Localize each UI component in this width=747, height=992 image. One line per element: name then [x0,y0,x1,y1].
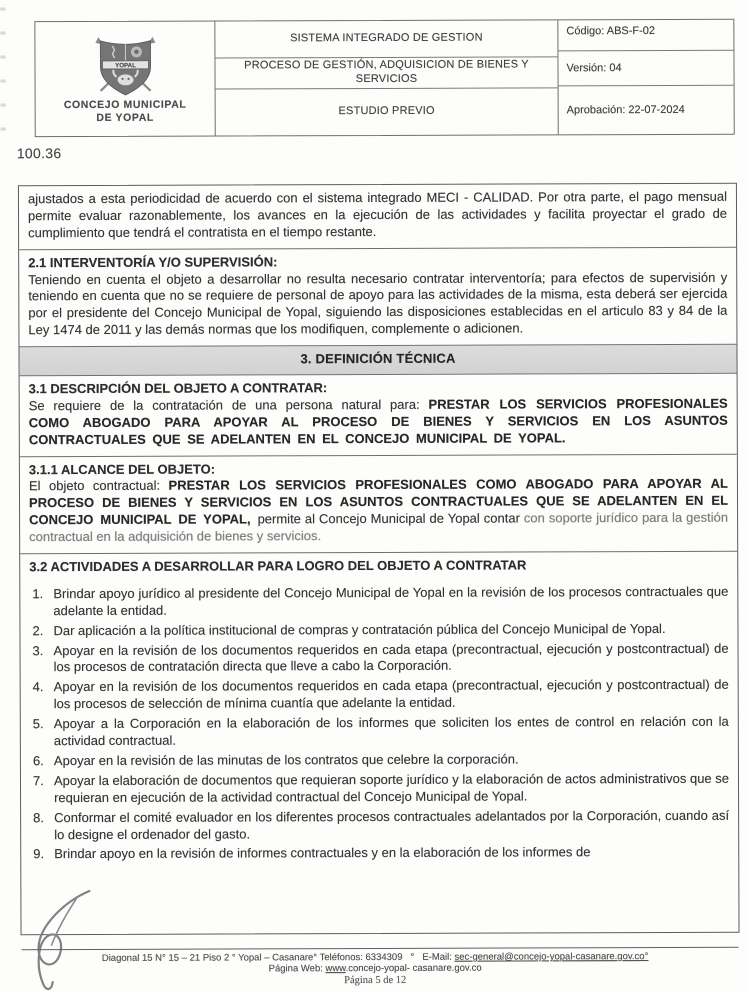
section-3-1-1-lead: El objeto contractual: [28,478,169,494]
org-name-line1: CONCEJO MUNICIPAL [63,98,187,111]
svg-text:YOPAL: YOPAL [114,62,136,70]
activity-item [27,677,729,713]
footer-email-label: E-Mail: [422,951,452,963]
activity-text: Apoyar en la revisión de los documentos requeridos en cada etapa (precontractual, ejecución y postcontractual) de los procesos de selección de mínima cuantía que adelante la entidad. [53,677,729,712]
footer-web-label: Página Web: [268,963,323,975]
org-name-line2: DE YOPAL [96,111,154,124]
section-2-1 [19,246,736,346]
activity-text: Apoyar en la revisión de los documentos requeridos en cada etapa (precontractual, ejecución y postcontractual) de los procesos de contratación directa que lleve a cabo la Corporación. [53,640,729,675]
section-3-1-lead: Se requiere de la contratación de una persona natural para: [28,396,429,414]
municipal-crest-icon [86,35,164,97]
activity-number: 1. [32,586,44,602]
header-code: Código: ABS-F-02 [558,20,733,52]
footer-sep: ° [410,951,415,963]
scan-edge-artifacts [0,7,5,147]
activity-text: Dar aplicación a la política institucional de compras y contratación pública del Concejo Municipal de Yopal. [53,620,666,638]
activity-item [27,714,729,750]
footer-web-link[interactable]: www [325,963,346,975]
logo-cell [35,22,215,137]
activity-text: Apoyar a la Corporación en la elaboración de los informes que soliciten los entes de control en relación con la actividad contractual. [53,713,729,749]
activity-text: Conformar el comité evaluador en los diferentes procesos contractuales adelantados por la Corporación, cuando así lo designe el ordenador del gasto. [54,807,730,842]
section-2-1-heading: 2.1 INTERVENTORÍA Y/O SUPERVISIÓN: [28,254,278,270]
header-meta-column [557,20,733,135]
org-name [64,99,187,126]
activity-number: 4. [32,679,44,695]
header-doc-title: ESTUDIO PREVIO [338,104,435,118]
footer-web-rest: .concejo-yopal- casanare.gov.co [345,962,482,975]
footer-address: Diagonal 15 N° 15 – 21 Piso 2 ° Yopal – Casanare° Teléfonos: 6334309 [101,951,403,964]
activity-number: 9. [33,846,45,862]
section-3-1-text [29,396,728,449]
activity-number: 2. [32,622,44,638]
activity-number: 7. [32,772,44,789]
activity-text: Brindar apoyo jurídico al presidente del Concejo Municipal de Yopal en la revisión de los procesos contractuales que adelante la entidad. [53,583,729,618]
header-system-title: SISTEMA INTEGRADO DE GESTION [215,20,557,58]
activity-number: 3. [32,642,44,658]
activity-item [26,620,728,639]
section-3-1-1-text [29,476,728,546]
activity-item [27,807,729,843]
section-3-1-1-heading: 3.1.1 ALCANCE DEL OBJETO: [28,461,216,477]
section-3-1-1 [20,453,737,553]
footer-separator [22,947,739,951]
document-body [18,183,740,936]
activities-list [20,576,738,871]
section-intro [19,184,736,249]
footer [2,951,747,989]
activity-number: 8. [33,809,44,825]
section-3-2 [20,551,737,578]
section-3-1-1-object: PRESTAR LOS SERVICIOS PROFESIONALES COMO ABOGADO PARA APOYAR AL PROCESO DE BIENES Y SERVICIOS EN LOS ASUNTOS CONTRACTUALES QUE SE ADELANTEN EN EL CONCEJO MUNICIPAL DE YOPAL, [28,476,729,528]
activity-number: 6. [32,753,44,769]
activity-item [27,844,729,863]
activity-item [27,640,729,676]
section-3-banner: 3. DEFINICIÓN TÉCNICA [19,344,736,376]
activity-text: Brindar apoyo en la revisión de informes contractuales y en la elaboración de los informes de [54,844,591,862]
file-code: 100.36 [16,145,62,162]
header-version: Versión: 04 [558,51,733,87]
section-3-1-heading: 3.1 DESCRIPCIÓN DEL OBJETO A CONTRATAR: [28,380,328,397]
section-3-1 [20,374,737,456]
activity-text: Apoyar la elaboración de documentos que requieran soporte jurídico y la elaboración de actos administrativos que se requieran en ejecución de la actividad contractual del Concejo Municipal de Yopal. [53,770,730,805]
activity-item [27,751,729,770]
intro-paragraph: ajustados a esta periodicidad de acuerdo con el sistema integrado MECI - CALIDAD. Por otra parte, el pago mensual permite evaluar razonablemente, los avances en la ejecución de las actividades y facilita proyectar el grado de cumplimiento que tendrá el contratista en el tiempo restante. [27,188,728,240]
document-header-table [34,19,734,137]
header-approval: Aprobación: 22-07-2024 [566,103,685,117]
section-2-1-text: Teniendo en cuenta el objeto a desarrollar no resulta necesario contratar interventoría; para efectos de supervisión y teniendo en cuenta que no se requiere de personal de apoyo para las actividades de la misma, esta deberá ser ejercida por el presidente del Concejo Municipal de Yopal, siguiendo las disposiciones establecidas en el articulo 83 y 84 de la Ley 1474 de 2011 y las demás normas que los modifiquen, complemente o adicionen. [28,269,728,338]
section-3-1-1-tail-faded: con soporte jurídico para la gestión contractual en la adquisición de bienes y servicios. [29,510,729,545]
activity-item [27,771,729,807]
header-title-column [215,20,557,135]
section-3-2-heading: 3.2 ACTIVIDADES A DESARROLLAR PARA LOGRO DEL OBJETO A CONTRATAR [29,557,527,575]
footer-email-link[interactable]: sec-general@concejo-yopal-casanare.gov.co° [454,951,649,963]
activity-item [26,584,728,620]
activity-text: Apoyar en la revisión de las minutas de los contratos que celebre la corporación. [53,751,519,769]
header-process-title: PROCESO DE GESTIÓN, ADQUISICION DE BIENES Y SERVICIOS [215,57,557,89]
page-number: Página 5 de 12 [344,975,407,987]
section-3-1-object: PRESTAR LOS SERVICIOS PROFESIONALES COMO ABOGADO PARA APOYAR AL PROCESO DE BIENES Y SERVICIOS EN LOS ASUNTOS CONTRACTUALES QUE SE ADELANTEN EN EL CONCEJO MUNICIPAL DE YOPAL. [28,395,728,447]
activity-number: 5. [32,716,44,732]
section-3-1-1-tail: permite al Concejo Municipal de Yopal contar [257,510,524,527]
